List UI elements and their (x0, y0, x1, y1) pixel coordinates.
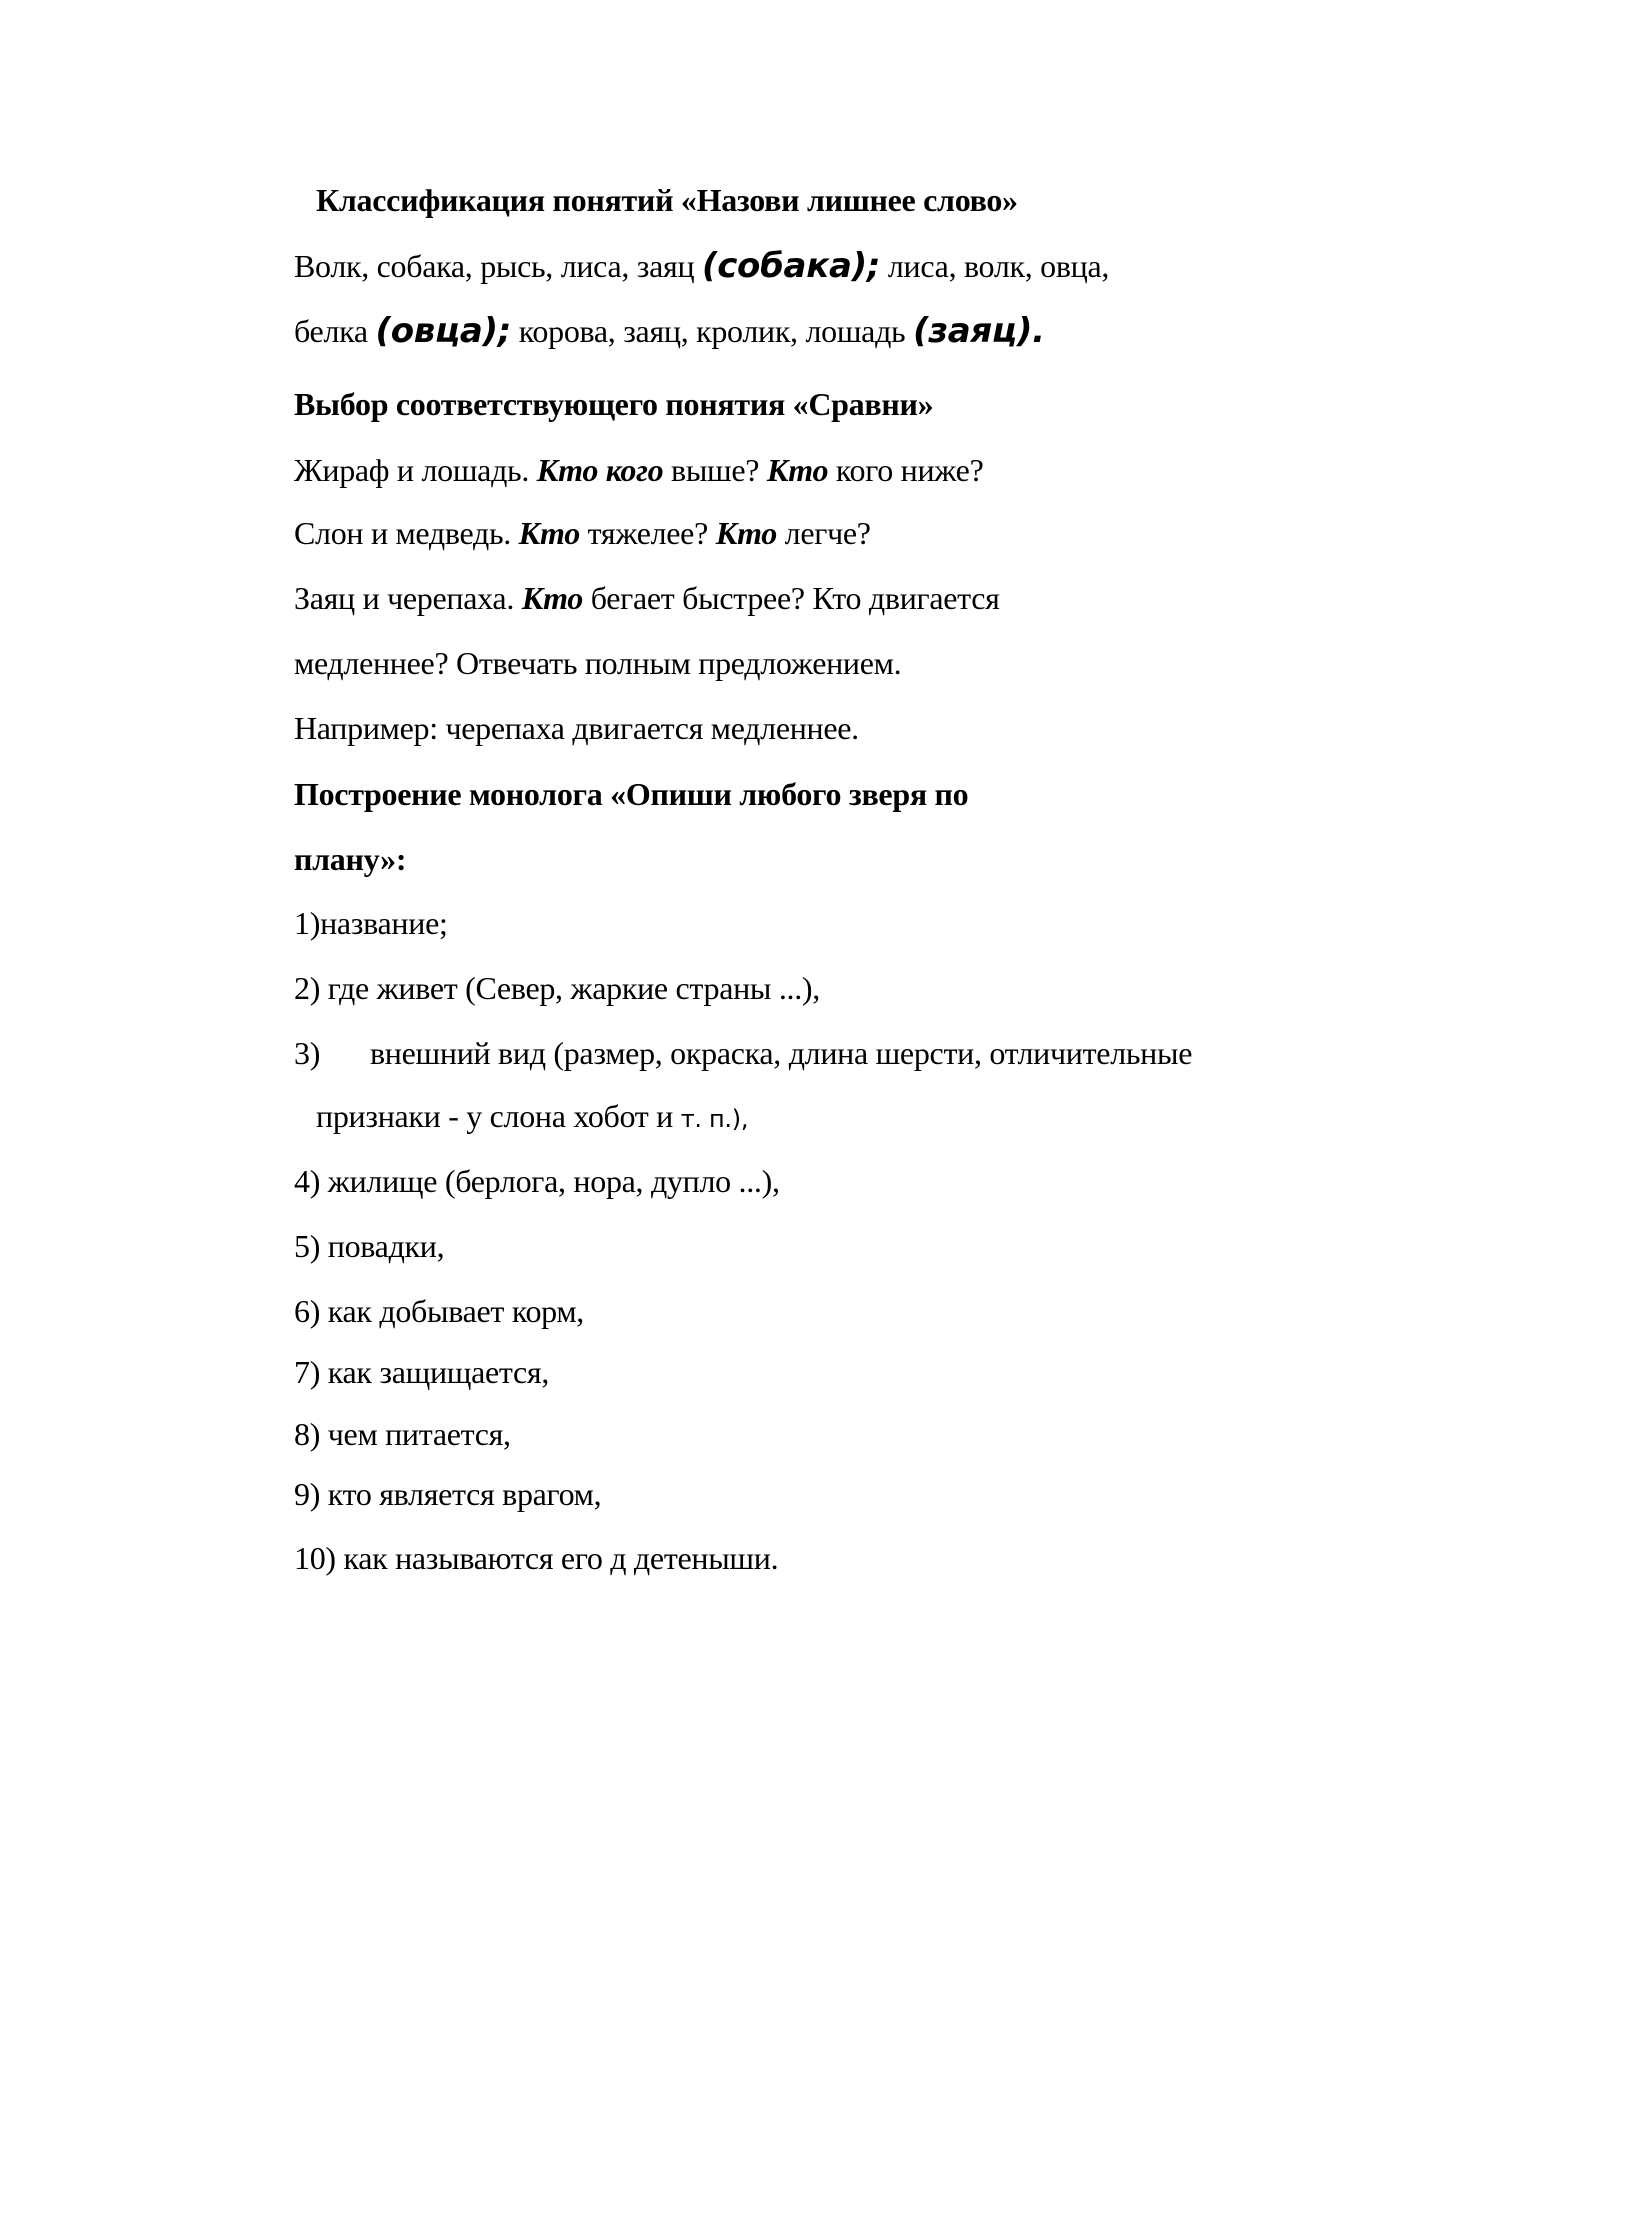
plan-item-number: 9) (294, 1476, 321, 1512)
plan-item-text: как защищается, (320, 1354, 550, 1390)
classification-answer: (заяц). (913, 311, 1045, 351)
plan-item-number: 4) (294, 1163, 321, 1199)
plan-item-number: 6) (294, 1293, 321, 1329)
plan-item-text: название; (320, 905, 448, 941)
plan-item-8 (294, 1414, 511, 1454)
plan-item-text: как называются его д детеныши. (335, 1540, 779, 1576)
plan-item-text: признаки - у слона хобот и (316, 1098, 681, 1134)
compare-emphasis: Кто (715, 515, 777, 551)
compare-text: тяжелее? (579, 515, 716, 551)
compare-text: кого ниже? (828, 452, 984, 488)
compare-text: выше? (663, 452, 767, 488)
compare-line-3 (294, 578, 1000, 618)
compare-emphasis: Кто (766, 452, 829, 488)
monologue-title-line-1: Построение монолога «Опиши любого зверя по (294, 776, 969, 812)
plan-item-number: 1) (294, 905, 321, 941)
plan-item-text: внешний вид (размер, окраска, длина шерсти, отличительные (370, 1035, 1193, 1071)
classification-text: белка (294, 313, 376, 349)
classification-text: Волк, собака, рысь, лиса, заяц (294, 248, 702, 284)
classification-text: лиса, волк, овца, (880, 248, 1110, 284)
compare-line-5: Например: черепаха двигается медленнее. (294, 710, 859, 746)
plan-item-number: 10) (294, 1540, 336, 1576)
compare-title: Выбор соответствующего понятия «Сравни» (294, 386, 934, 422)
plan-item-text: кто является врагом, (320, 1476, 602, 1512)
plan-item-text: повадки, (320, 1228, 445, 1264)
classification-line-2 (294, 311, 1045, 351)
classification-answer: (собака); (701, 246, 881, 286)
plan-item-10 (294, 1538, 778, 1578)
plan-item-7 (294, 1352, 549, 1392)
plan-item-text: жилище (берлога, нора, дупло ...), (320, 1163, 780, 1199)
compare-emphasis: Кто (521, 580, 583, 616)
plan-item-number: 8) (294, 1416, 321, 1452)
compare-line-2 (294, 513, 871, 553)
classification-title: Классификация понятий «Назови лишнее слово» (316, 182, 1018, 218)
compare-emphasis: Кто кого (536, 452, 664, 488)
compare-text: Слон и медведь. (294, 515, 519, 551)
plan-item-text: где живет (Север, жаркие страны ...), (320, 970, 820, 1006)
compare-text: бегает быстрее? Кто двигается (583, 580, 1000, 616)
monologue-title-line-2: плану»: (294, 841, 407, 877)
plan-item-3-continued (316, 1096, 748, 1139)
plan-item-number: 2) (294, 970, 321, 1006)
plan-item-text: как добывает корм, (320, 1293, 585, 1329)
compare-line-1 (294, 450, 983, 490)
classification-line-1 (294, 246, 1109, 286)
compare-text: Жираф и лошадь. (294, 452, 537, 488)
classification-text: корова, заяц, кролик, лошадь (511, 313, 914, 349)
plan-item-number: 3) (294, 1035, 321, 1071)
compare-line-4: медленнее? Отвечать полным предложением. (294, 645, 902, 681)
plan-item-5 (294, 1226, 444, 1266)
plan-item-number: 7) (294, 1354, 321, 1390)
compare-text: Заяц и черепаха. (294, 580, 522, 616)
plan-item-1 (294, 903, 448, 943)
plan-item-4 (294, 1161, 780, 1201)
plan-item-number: 5) (294, 1228, 321, 1264)
plan-item-text-tail: т. п.), (680, 1105, 749, 1133)
plan-item-text: чем питается, (320, 1416, 511, 1452)
compare-emphasis: Кто (518, 515, 580, 551)
plan-item-6 (294, 1291, 584, 1331)
classification-answer: (овца); (375, 311, 512, 351)
compare-text: легче? (776, 515, 871, 551)
plan-item-3 (294, 1033, 1192, 1073)
plan-item-2 (294, 968, 820, 1008)
plan-item-9 (294, 1474, 601, 1514)
